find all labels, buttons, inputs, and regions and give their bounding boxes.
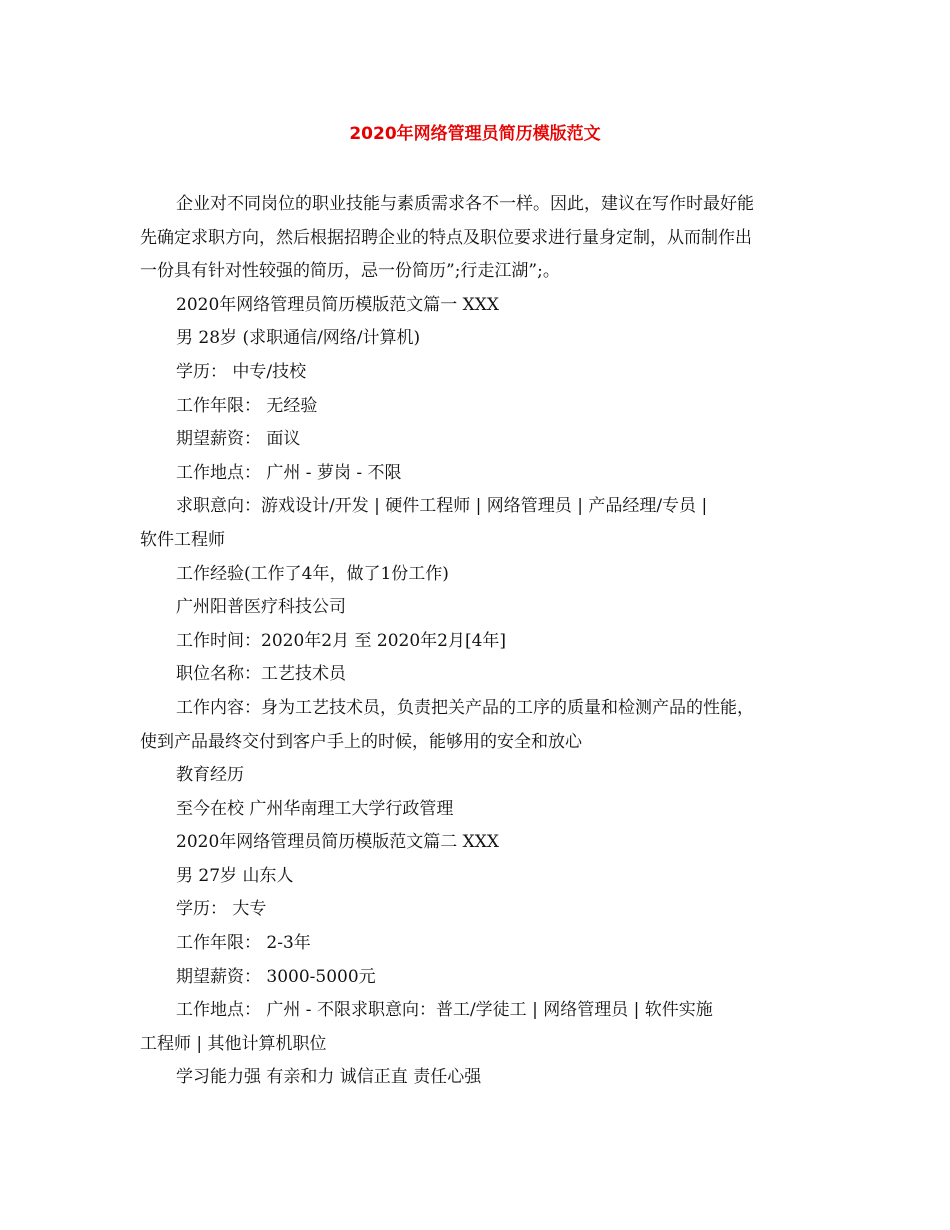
body-line: 工作地点： 广州 - 萝岗 - 不限 <box>176 462 402 483</box>
body-line: 使到产品最终交付到客户手上的时候，能够用的安全和放心 <box>140 731 582 752</box>
body-line: 工作时间：2020年2月 至 2020年2月[4年] <box>176 630 507 651</box>
document-title: 2020年网络管理员简历模版范文 <box>349 124 601 144</box>
body-line: 软件工程师 <box>140 529 225 550</box>
body-line: 2020年网络管理员简历模版范文篇二 XXX <box>176 832 499 853</box>
body-line: 工作年限： 无经验 <box>176 395 318 416</box>
body-line: 至今在校 广州华南理工大学行政管理 <box>176 798 454 819</box>
body-line: 工作内容：身为工艺技术员，负责把关产品的工序的质量和检测产品的性能， <box>176 697 754 718</box>
body-line: 期望薪资： 3000-5000元 <box>176 966 376 987</box>
body-line: 广州阳普医疗科技公司 <box>176 597 346 618</box>
body-line: 工作经验(工作了4年，做了1份工作) <box>176 563 449 584</box>
body-line: 男 28岁 (求职通信/网络/计算机) <box>176 328 421 349</box>
body-line: 工作地点： 广州 - 不限求职意向：普工/学徒工 | 网络管理员 | 软件实施 <box>176 1000 713 1021</box>
body-line: 求职意向：游戏设计/开发 | 硬件工程师 | 网络管理员 | 产品经理/专员 | <box>176 496 708 517</box>
body-line: 职位名称：工艺技术员 <box>176 664 346 685</box>
body-line: 教育经历 <box>176 765 244 786</box>
body-line: 学历： 大专 <box>176 899 267 920</box>
body-line: 企业对不同岗位的职业技能与素质需求各不一样。因此，建议在写作时最好能 <box>176 194 754 214</box>
body-line: 2020年网络管理员简历模版范文篇一 XXX <box>176 294 499 315</box>
body-line: 工作年限： 2-3年 <box>176 933 311 954</box>
body-line: 学习能力强 有亲和力 诚信正直 责任心强 <box>176 1067 482 1088</box>
body-line: 期望薪资： 面议 <box>176 429 301 450</box>
body-line: 工程师 | 其他计算机职位 <box>140 1033 327 1054</box>
body-line: 男 27岁 山东人 <box>176 865 294 886</box>
body-line: 先确定求职方向，然后根据招聘企业的特点及职位要求进行量身定制，从而制作出 <box>140 227 752 248</box>
body-line: 学历： 中专/技校 <box>176 361 307 382</box>
body-line: 一份具有针对性较强的简历，忌一份简历”;行走江湖”;。 <box>140 261 560 282</box>
document-body <box>140 188 812 1095</box>
